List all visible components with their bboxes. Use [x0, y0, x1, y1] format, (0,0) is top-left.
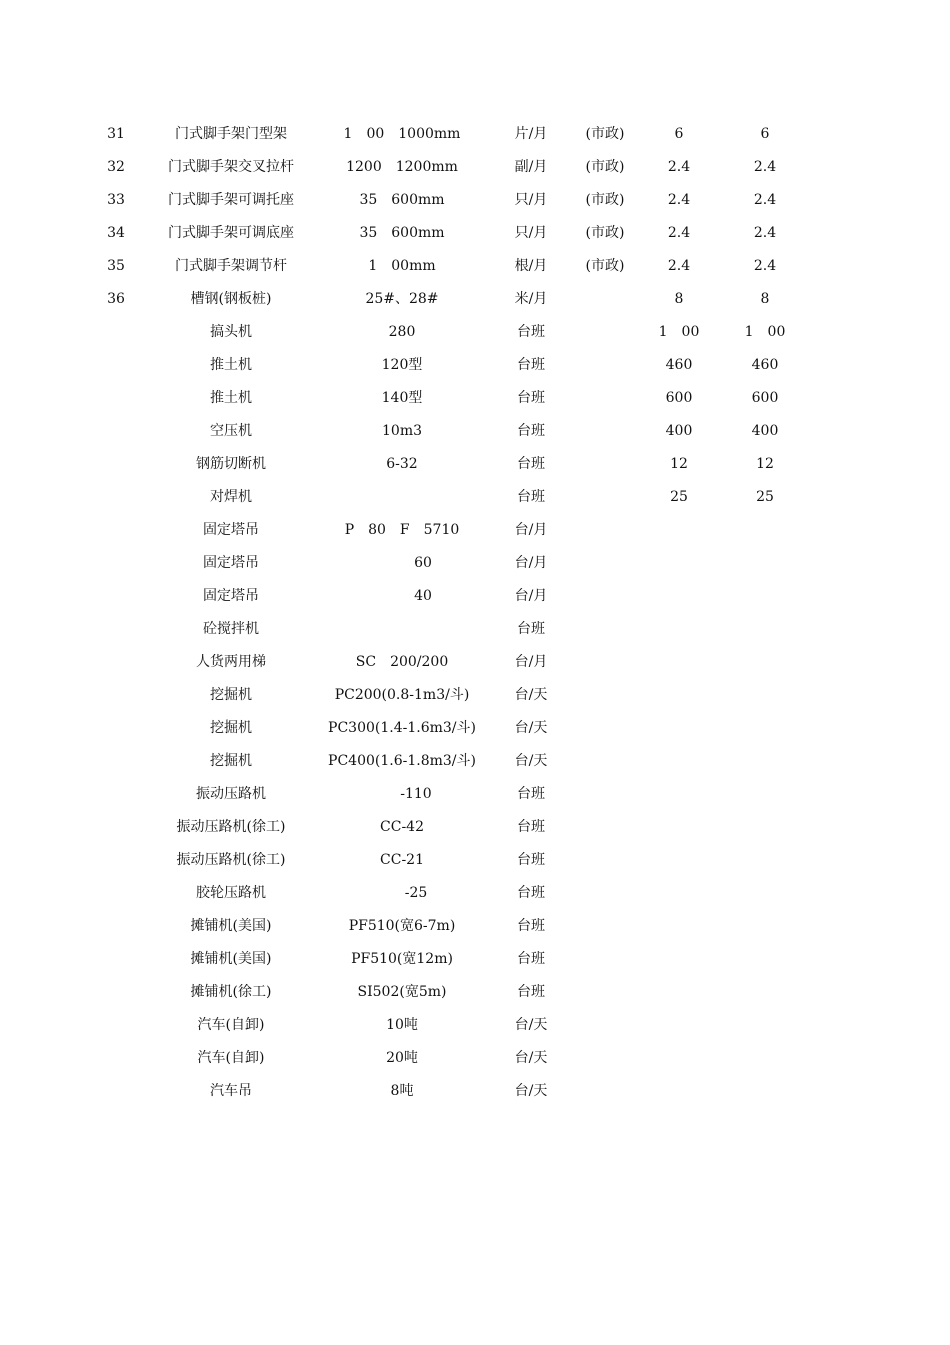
price-2	[726, 613, 804, 646]
equipment-name: 挖掘机	[210, 720, 252, 736]
price-1	[640, 580, 718, 613]
unit: 米/月	[514, 291, 548, 307]
unit: 台/月	[514, 588, 548, 604]
price-2	[726, 844, 804, 877]
equipment-spec: 1 00 1000mm	[343, 126, 461, 142]
equipment-spec: 25#、28#	[365, 291, 439, 307]
note: (市政)	[585, 126, 625, 142]
price-2	[726, 580, 804, 613]
row-number	[96, 943, 136, 976]
price-1	[640, 1075, 718, 1108]
row-number	[96, 877, 136, 910]
price-1: 6	[674, 126, 684, 142]
equipment-name: 门式脚手架可调托座	[168, 192, 294, 208]
equipment-spec: 1200 1200mm	[346, 159, 458, 175]
equipment-spec: 40	[372, 588, 432, 604]
price-2	[726, 910, 804, 943]
price-1	[640, 547, 718, 580]
price-2	[726, 514, 804, 547]
equipment-name: 胶轮压路机	[196, 885, 266, 901]
unit: 台/天	[514, 1083, 548, 1099]
table-row	[0, 217, 950, 250]
table-row	[0, 910, 950, 943]
note	[570, 448, 640, 481]
equipment-name: 固定塔吊	[203, 555, 259, 571]
row-number: 35	[107, 258, 125, 274]
row-number	[96, 712, 136, 745]
price-2	[726, 547, 804, 580]
unit: 台班	[517, 423, 545, 439]
equipment-spec: 120型	[381, 357, 423, 373]
table-row	[0, 943, 950, 976]
note	[570, 547, 640, 580]
price-2: 2.4	[753, 159, 777, 175]
note	[570, 778, 640, 811]
equipment-spec: PF510(宽12m)	[351, 951, 453, 967]
row-number	[96, 547, 136, 580]
equipment-spec: CC-42	[380, 819, 424, 835]
price-2: 6	[760, 126, 770, 142]
row-number	[96, 976, 136, 1009]
price-2	[726, 811, 804, 844]
table-row	[0, 745, 950, 778]
row-number	[96, 613, 136, 646]
row-number: 36	[107, 291, 125, 307]
price-2: 2.4	[753, 192, 777, 208]
unit: 台班	[517, 885, 545, 901]
note	[570, 646, 640, 679]
note	[570, 943, 640, 976]
price-1	[640, 646, 718, 679]
equipment-name: 钢筋切断机	[196, 456, 266, 472]
table-row	[0, 514, 950, 547]
row-number	[96, 910, 136, 943]
equipment-spec: -110	[372, 786, 432, 802]
equipment-spec: 60	[372, 555, 432, 571]
table-row	[0, 481, 950, 514]
note	[570, 415, 640, 448]
table-row	[0, 448, 950, 481]
unit: 台/月	[514, 522, 548, 538]
price-1: 2.4	[667, 225, 691, 241]
note: (市政)	[585, 192, 625, 208]
price-2	[726, 1042, 804, 1075]
equipment-spec: 35 600mm	[359, 192, 445, 208]
price-2: 600	[751, 390, 779, 406]
unit: 台/天	[514, 687, 548, 703]
equipment-spec: SI502(宽5m)	[357, 984, 447, 1000]
equipment-name: 摊铺机(美国)	[190, 918, 272, 934]
price-1: 8	[674, 291, 684, 307]
price-2	[726, 877, 804, 910]
unit: 只/月	[514, 192, 548, 208]
price-2	[726, 712, 804, 745]
equipment-spec: P 80 F 5710	[344, 522, 460, 538]
row-number	[96, 580, 136, 613]
note	[570, 1075, 640, 1108]
note	[570, 481, 640, 514]
note	[570, 877, 640, 910]
note	[570, 745, 640, 778]
equipment-name: 砼搅拌机	[203, 621, 259, 637]
table-row	[0, 679, 950, 712]
unit: 台班	[517, 489, 545, 505]
equipment-spec: PC300(1.4-1.6m3/斗)	[328, 720, 476, 736]
row-number	[96, 514, 136, 547]
unit: 台班	[517, 390, 545, 406]
equipment-spec: 35 600mm	[359, 225, 445, 241]
row-number	[96, 745, 136, 778]
unit: 副/月	[514, 159, 548, 175]
unit: 台班	[517, 819, 545, 835]
table-row	[0, 1075, 950, 1108]
equipment-name: 汽车(自卸)	[197, 1017, 265, 1033]
row-number	[96, 415, 136, 448]
equipment-spec: 6-32	[386, 456, 418, 472]
price-2: 1 00	[744, 324, 786, 340]
equipment-name: 固定塔吊	[203, 522, 259, 538]
table-row	[0, 646, 950, 679]
equipment-spec: 280	[388, 324, 416, 340]
equipment-spec: 140型	[381, 390, 423, 406]
price-2	[726, 1075, 804, 1108]
equipment-price-table	[0, 118, 950, 1108]
row-number	[96, 778, 136, 811]
row-number	[96, 811, 136, 844]
table-row	[0, 811, 950, 844]
table-row	[0, 613, 950, 646]
price-1	[640, 679, 718, 712]
equipment-name: 搞头机	[210, 324, 252, 340]
equipment-name: 挖掘机	[210, 687, 252, 703]
equipment-name: 振动压路机(徐工)	[176, 819, 286, 835]
price-2	[726, 976, 804, 1009]
table-row	[0, 976, 950, 1009]
price-2: 12	[756, 456, 774, 472]
unit: 台班	[517, 621, 545, 637]
note	[570, 976, 640, 1009]
equipment-name: 摊铺机(徐工)	[190, 984, 272, 1000]
row-number: 32	[107, 159, 125, 175]
equipment-name: 推土机	[210, 357, 252, 373]
equipment-spec: 1 00mm	[368, 258, 436, 274]
note	[570, 316, 640, 349]
equipment-spec: PF510(宽6-7m)	[348, 918, 456, 934]
price-1: 1 00	[658, 324, 700, 340]
unit: 台/月	[514, 654, 548, 670]
price-2	[726, 778, 804, 811]
table-row	[0, 415, 950, 448]
note	[570, 514, 640, 547]
price-1: 2.4	[667, 159, 691, 175]
unit: 只/月	[514, 225, 548, 241]
price-2: 8	[760, 291, 770, 307]
equipment-name: 振动压路机(徐工)	[176, 852, 286, 868]
price-1	[640, 613, 718, 646]
equipment-name: 门式脚手架交叉拉杆	[168, 159, 294, 175]
equipment-name: 汽车(自卸)	[197, 1050, 265, 1066]
equipment-name: 挖掘机	[210, 753, 252, 769]
unit: 台班	[517, 984, 545, 1000]
equipment-name: 摊铺机(美国)	[190, 951, 272, 967]
row-number	[96, 481, 136, 514]
row-number: 34	[107, 225, 125, 241]
table-row	[0, 547, 950, 580]
price-1	[640, 877, 718, 910]
row-number	[96, 1042, 136, 1075]
price-1	[640, 712, 718, 745]
price-2: 400	[751, 423, 779, 439]
row-number	[96, 448, 136, 481]
row-number	[96, 382, 136, 415]
unit: 台班	[517, 918, 545, 934]
table-row	[0, 250, 950, 283]
price-1	[640, 514, 718, 547]
table-row	[0, 712, 950, 745]
unit: 台/天	[514, 753, 548, 769]
equipment-spec: SC 200/200	[355, 654, 449, 670]
price-1: 600	[665, 390, 693, 406]
note	[570, 679, 640, 712]
equipment-name: 门式脚手架可调底座	[168, 225, 294, 241]
table-row	[0, 844, 950, 877]
equipment-name: 汽车吊	[210, 1083, 252, 1099]
unit: 台/月	[514, 555, 548, 571]
equipment-spec: 10吨	[386, 1017, 418, 1033]
price-1	[640, 1009, 718, 1042]
price-2	[726, 1009, 804, 1042]
note	[570, 1042, 640, 1075]
price-1: 12	[670, 456, 688, 472]
row-number	[96, 679, 136, 712]
equipment-spec	[312, 613, 492, 646]
row-number	[96, 844, 136, 877]
table-row	[0, 877, 950, 910]
equipment-spec: -25	[376, 885, 428, 901]
note	[570, 613, 640, 646]
unit: 台班	[517, 324, 545, 340]
price-1: 400	[665, 423, 693, 439]
equipment-name: 槽钢(钢板桩)	[190, 291, 272, 307]
unit: 台/天	[514, 1050, 548, 1066]
price-2: 460	[751, 357, 779, 373]
table-row	[0, 151, 950, 184]
row-number	[96, 316, 136, 349]
price-1	[640, 976, 718, 1009]
price-1	[640, 1042, 718, 1075]
equipment-name: 对焊机	[210, 489, 252, 505]
unit: 片/月	[514, 126, 548, 142]
table-row	[0, 316, 950, 349]
unit: 台班	[517, 456, 545, 472]
equipment-spec: 8吨	[390, 1083, 414, 1099]
equipment-name: 固定塔吊	[203, 588, 259, 604]
note	[570, 910, 640, 943]
unit: 台班	[517, 786, 545, 802]
note: (市政)	[585, 225, 625, 241]
equipment-name: 空压机	[210, 423, 252, 439]
note	[570, 580, 640, 613]
row-number: 33	[107, 192, 125, 208]
price-1	[640, 811, 718, 844]
table-row	[0, 1009, 950, 1042]
price-1	[640, 910, 718, 943]
equipment-name: 门式脚手架调节杆	[175, 258, 287, 274]
unit: 台/天	[514, 720, 548, 736]
row-number	[96, 1009, 136, 1042]
table-row	[0, 283, 950, 316]
price-1	[640, 844, 718, 877]
table-row	[0, 184, 950, 217]
unit: 根/月	[514, 258, 548, 274]
equipment-name: 推土机	[210, 390, 252, 406]
table-row	[0, 382, 950, 415]
equipment-spec: 20吨	[386, 1050, 418, 1066]
price-2	[726, 943, 804, 976]
table-row	[0, 118, 950, 151]
row-number: 31	[107, 126, 125, 142]
row-number	[96, 646, 136, 679]
price-1: 25	[670, 489, 688, 505]
price-1	[640, 778, 718, 811]
row-number	[96, 1075, 136, 1108]
price-2: 2.4	[753, 225, 777, 241]
unit: 台班	[517, 951, 545, 967]
price-2	[726, 679, 804, 712]
note: (市政)	[585, 159, 625, 175]
unit: 台班	[517, 852, 545, 868]
price-1: 460	[665, 357, 693, 373]
unit: 台/天	[514, 1017, 548, 1033]
price-1: 2.4	[667, 192, 691, 208]
note	[570, 1009, 640, 1042]
note: (市政)	[585, 258, 625, 274]
table-row	[0, 1042, 950, 1075]
price-2: 2.4	[753, 258, 777, 274]
price-2	[726, 745, 804, 778]
unit: 台班	[517, 357, 545, 373]
table-row	[0, 349, 950, 382]
note	[570, 349, 640, 382]
note	[570, 844, 640, 877]
equipment-name: 人货两用梯	[196, 654, 266, 670]
note	[570, 811, 640, 844]
price-1	[640, 943, 718, 976]
price-1	[640, 745, 718, 778]
price-1: 2.4	[667, 258, 691, 274]
equipment-name: 振动压路机	[196, 786, 266, 802]
table-row	[0, 580, 950, 613]
equipment-spec	[312, 481, 492, 514]
row-number	[96, 349, 136, 382]
equipment-spec: 10m3	[382, 423, 422, 439]
note	[570, 382, 640, 415]
price-2: 25	[756, 489, 774, 505]
note	[570, 283, 640, 316]
equipment-name: 门式脚手架门型架	[175, 126, 287, 142]
equipment-spec: PC400(1.6-1.8m3/斗)	[328, 753, 476, 769]
note	[570, 712, 640, 745]
equipment-spec: CC-21	[380, 852, 424, 868]
table-row	[0, 778, 950, 811]
price-2	[726, 646, 804, 679]
equipment-spec: PC200(0.8-1m3/斗)	[334, 687, 470, 703]
